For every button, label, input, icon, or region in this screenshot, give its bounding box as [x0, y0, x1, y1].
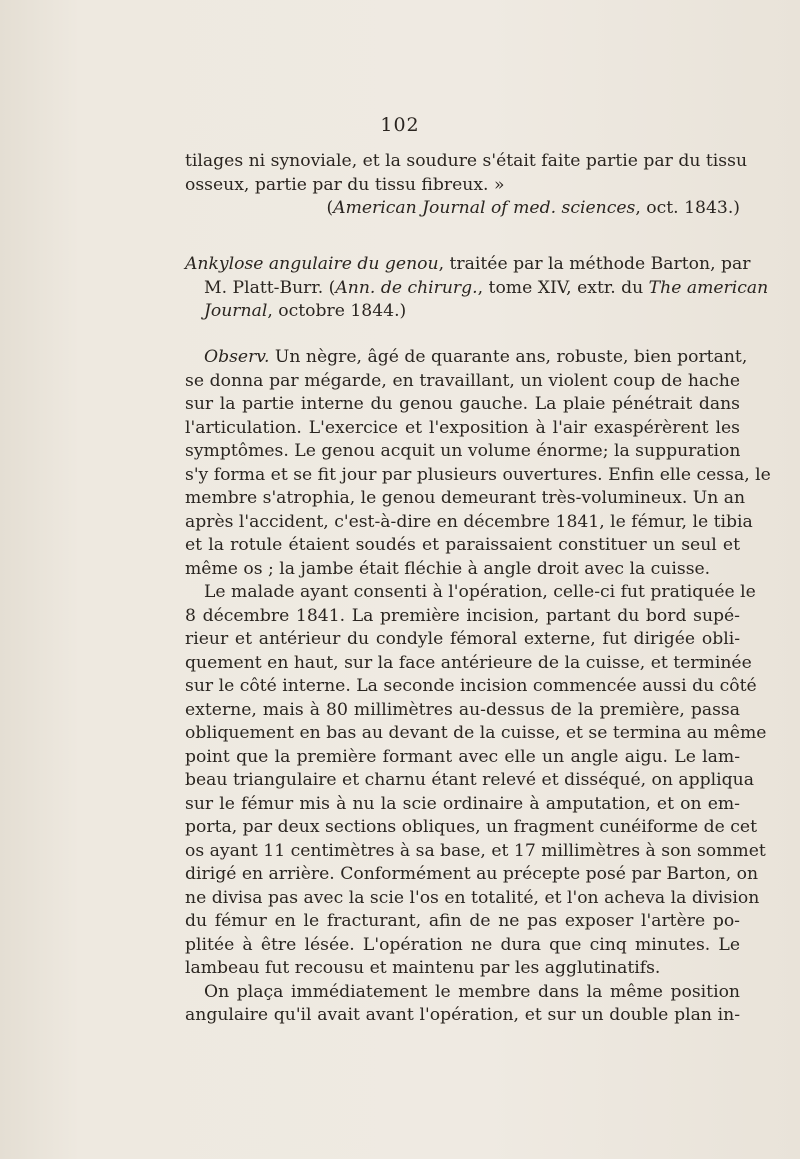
text-line: sur la partie interne du genou gauche. La plaie pénétrait dans	[185, 394, 740, 414]
text-line: beau triangulaire et charnu étant relevé et disséqué, on appliqua	[185, 770, 754, 790]
text-line: plitée à être lésée. L'opération ne dura que cinq minutes. Le	[185, 934, 740, 955]
text-line: membre s'atrophia, le genou demeurant très-volumineux. Un an	[185, 488, 746, 508]
text-line: et la rotule étaient soudés et paraissaient constituer un seul et	[185, 535, 740, 555]
citation-journal: American Journal of med. sciences	[333, 198, 636, 218]
text-line: l'articulation. L'exercice et l'exposition à l'air exaspérèrent les	[185, 417, 740, 438]
text-line: externe, mais à 80 millimètres au-dessus de la première, passa	[185, 699, 740, 720]
text-line: sur le côté interne. La seconde incision commencée aussi du côté	[185, 676, 757, 696]
text-line: 8 décembre 1841. La première incision, partant du bord supé-	[185, 605, 740, 626]
section-heading	[185, 253, 769, 324]
heading-line: Journal, octobre 1844.)	[204, 301, 407, 321]
text-line: ne divisa pas avec la scie l'os en totalité, et l'on acheva la division	[185, 887, 760, 908]
text-line: tilages ni synoviale, et la soudure s'était faite partie par du tissu	[185, 151, 748, 171]
text-line: rieur et antérieur du condyle fémoral externe, fut dirigée obli-	[185, 629, 740, 649]
observation-label: Observ.	[204, 347, 270, 367]
text-line: du fémur en le fracturant, afin de ne pas exposer l'artère po-	[185, 911, 740, 931]
text-line: os ayant 11 centimètres à sa base, et 17 millimètres à son sommet	[185, 840, 766, 861]
text-line: s'y forma et se fit jour par plusieurs ouvertures. Enfin elle cessa, le	[185, 464, 771, 485]
text-line: obliquement en bas au devant de la cuisse, et se termina au même	[185, 723, 767, 743]
text-line: se donna par mégarde, en travaillant, un violent coup de hache	[185, 370, 740, 391]
heading-line: Ankylose angulaire du genou, traitée par la méthode Barton, par	[185, 254, 751, 274]
text-line: sur le fémur mis à nu la scie ordinaire à amputation, et on em-	[185, 793, 740, 814]
citation: (American Journal of med. sciences, oct. 1843.)	[326, 198, 740, 218]
heading-line: M. Platt-Burr. (Ann. de chirurg., tome XIV, extr. du The american	[204, 277, 769, 298]
text-line: même os ; la jambe était fléchie à angle droit avec la cuisse.	[185, 558, 711, 579]
text-line: On plaça immédiatement le membre dans la même position	[204, 981, 740, 1002]
text-line: quement en haut, sur la face antérieure de la cuisse, et terminée	[185, 652, 752, 673]
continuation-block	[185, 150, 748, 221]
text-line: symptômes. Le genou acquit un volume énorme; la suppuration	[185, 441, 741, 461]
text-line: Observ. Un nègre, âgé de quarante ans, robuste, bien portant,	[204, 347, 748, 367]
page-number: 102	[380, 114, 420, 136]
text-line: dirigé en arrière. Conformément au précepte posé par Barton, on	[185, 864, 759, 884]
text-line: osseux, partie par du tissu fibreux. »	[185, 174, 505, 195]
text-line: angulaire qu'il avait avant l'opération, et sur un double plan in-	[185, 1005, 740, 1025]
text-line: Le malade ayant consenti à l'opération, celle-ci fut pratiquée le	[204, 582, 756, 602]
observation-block	[185, 346, 771, 1028]
text-line: après l'accident, c'est-à-dire en décembre 1841, le fémur, le tibia	[185, 511, 753, 532]
text-line: porta, par deux sections obliques, un fragment cunéiforme de cet	[185, 817, 758, 837]
text-line: point que la première formant avec elle un angle aigu. Le lam-	[185, 746, 740, 767]
heading-title: Ankylose angulaire du genou	[185, 254, 439, 274]
text-line: lambeau fut recousu et maintenu par les agglutinatifs.	[185, 958, 661, 978]
